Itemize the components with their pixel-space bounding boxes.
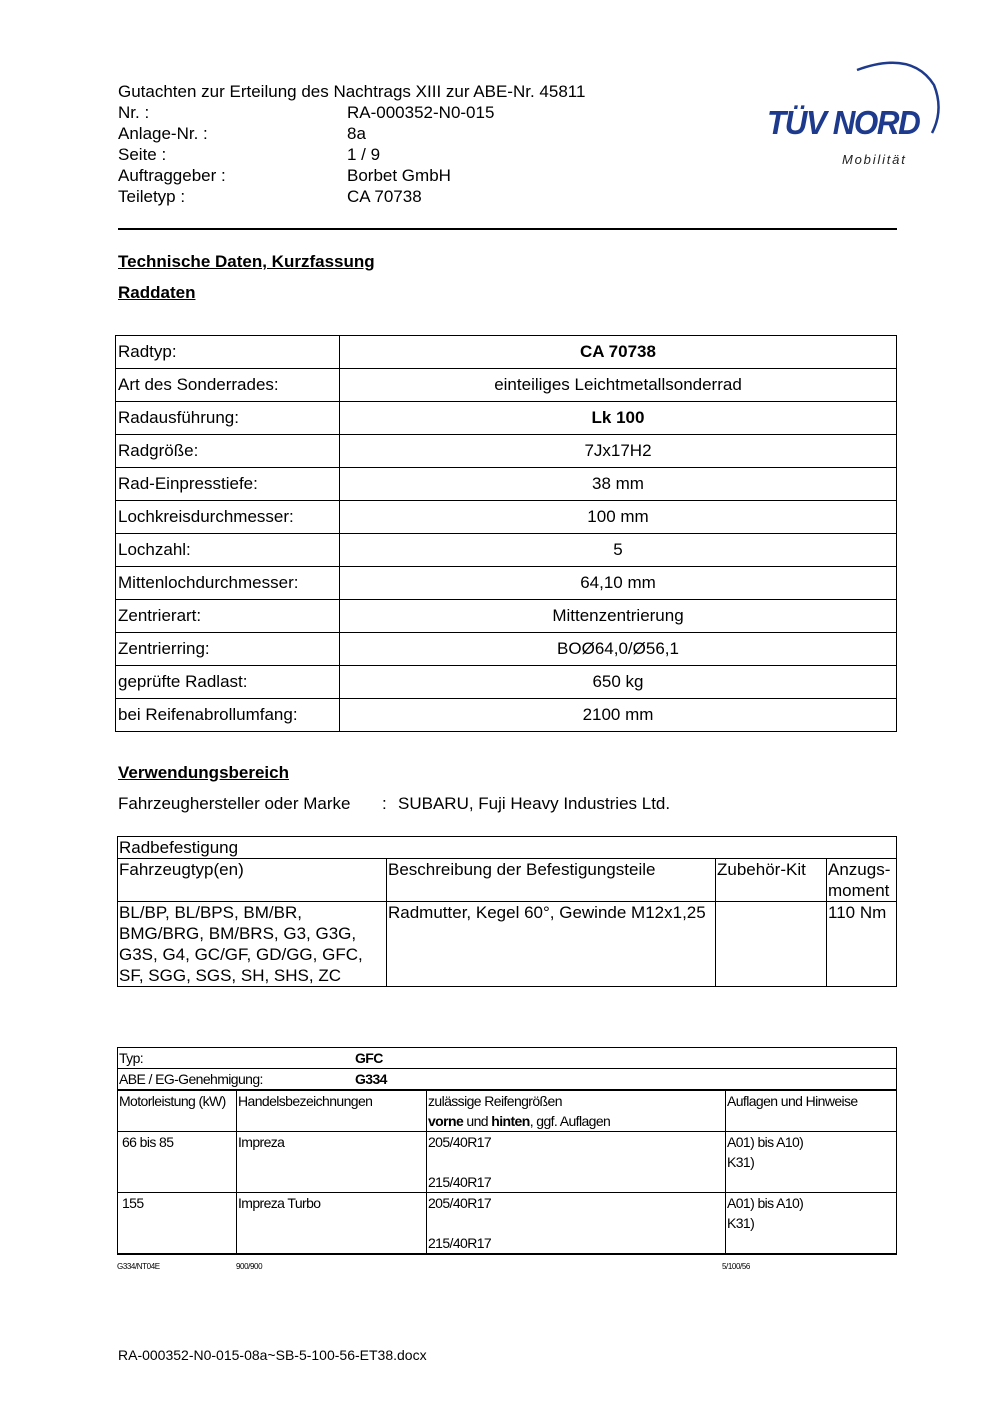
logo-brand: TÜV NORD [767, 104, 920, 141]
header-row-auftraggeber [118, 165, 451, 186]
tyres-front: vorne [428, 1113, 464, 1129]
table-row [116, 336, 897, 369]
row-value: CA 70738 [340, 336, 897, 369]
vehicle-type-table [117, 1047, 897, 1255]
table-row [116, 468, 897, 501]
col-header: Beschreibung der Befestigungsteile [387, 859, 716, 902]
footnote-mid: 900/900 [236, 1262, 263, 1271]
notes-cell [726, 1193, 897, 1255]
header-value: RA-000352-N0-015 [347, 103, 495, 122]
header-divider [118, 228, 897, 230]
row-value: BOØ64,0/Ø56,1 [340, 633, 897, 666]
tyres-rear: hinten [491, 1113, 530, 1129]
typ-row [118, 1048, 897, 1069]
note-line: A01) bis A10) [727, 1134, 804, 1150]
tyre-cell [427, 1193, 726, 1255]
header-value: 1 / 9 [347, 145, 381, 164]
heading-tech-data: Technische Daten, Kurzfassung [118, 252, 375, 271]
row-label: Mittenlochdurchmesser: [116, 567, 340, 600]
vehicle-types-cell: BL/BP, BL/BPS, BM/BR, BMG/BRG, BM/BRS, G3, G3G, G3S, G4, GC/GF, GD/GG, GFC, SF, SGG, SGS, SH, SHS, ZC [118, 902, 387, 987]
header-label: Teiletyp : [118, 187, 186, 206]
row-label: Zentrierart: [116, 600, 340, 633]
header-row-nr [118, 102, 495, 123]
row-label: Radgröße: [116, 435, 340, 468]
document-filename: RA-000352-N0-015-08a~SB-5-100-56-ET38.docx [118, 1347, 427, 1363]
row-value: 100 mm [340, 501, 897, 534]
table-row [116, 402, 897, 435]
fixing-description-cell: Radmutter, Kegel 60°, Gewinde M12x1,25 [387, 902, 716, 987]
kit-cell [716, 902, 827, 987]
table-row [118, 1132, 897, 1193]
tuev-nord-logo [762, 55, 942, 175]
col-header-power: Motorleistung (kW) [118, 1090, 237, 1132]
usage-line [118, 794, 671, 814]
header-label: Anlage-Nr. : [118, 124, 208, 143]
table-row [118, 1069, 897, 1091]
tyre-size: 205/40R17 [428, 1134, 492, 1150]
abe-value: G334 [355, 1071, 387, 1087]
usage-label: Fahrzeughersteller oder Marke [118, 794, 351, 813]
torque-cell: 110 Nm [827, 902, 897, 987]
col-header: Fahrzeugtyp(en) [118, 859, 387, 902]
typ-label: Typ: [119, 1050, 144, 1066]
row-value: 5 [340, 534, 897, 567]
row-value: 38 mm [340, 468, 897, 501]
header-value: Borbet GmbH [347, 166, 451, 185]
tyre-size: 215/40R17 [428, 1235, 492, 1251]
abe-row [118, 1069, 897, 1091]
table-row [118, 1193, 897, 1255]
table-row [116, 600, 897, 633]
wheel-data-table [115, 335, 897, 732]
header-value: CA 70738 [347, 187, 422, 206]
power-cell: 155 [118, 1193, 237, 1255]
header-label: Seite : [118, 145, 167, 164]
note-line: K31) [727, 1215, 755, 1231]
abe-label: ABE / EG-Genehmigung: [119, 1071, 263, 1087]
row-label: Rad-Einpresstiefe: [116, 468, 340, 501]
name-cell: Impreza [237, 1132, 427, 1193]
report-title: Gutachten zur Erteilung des Nachtrags XIII zur ABE-Nr. 45811 [118, 82, 586, 101]
col-header-notes: Auflagen und Hinweise [726, 1090, 897, 1132]
row-value: Lk 100 [340, 402, 897, 435]
header-row-seite [118, 144, 381, 165]
power-cell: 66 bis 85 [118, 1132, 237, 1193]
row-label: Art des Sonderrades: [116, 369, 340, 402]
footnote-left: G334/NT04E [117, 1262, 160, 1271]
row-label: Zentrierring: [116, 633, 340, 666]
tyres-rest: , ggf. Auflagen [529, 1113, 611, 1129]
vehicle-section [117, 1047, 897, 1269]
note-line: A01) bis A10) [727, 1195, 804, 1211]
table-row [116, 699, 897, 732]
table-row [118, 902, 897, 987]
header-label: Auftraggeber : [118, 166, 226, 185]
heading-wheel-data: Raddaten [118, 283, 196, 302]
table-row [116, 633, 897, 666]
typ-value: GFC [355, 1050, 383, 1066]
name-cell: Impreza Turbo [237, 1193, 427, 1255]
table-row [116, 501, 897, 534]
row-label: Radtyp: [116, 336, 340, 369]
vehicle-table-footnote [117, 1255, 897, 1269]
col-header-tyres [427, 1090, 726, 1132]
fixing-title: Radbefestigung [118, 837, 897, 859]
footnote-right: 5/100/56 [722, 1262, 750, 1271]
notes-cell [726, 1132, 897, 1193]
header-row-anlage [118, 123, 366, 144]
tyre-cell [427, 1132, 726, 1193]
tyres-and: und [466, 1113, 488, 1129]
table-header-row [118, 859, 897, 902]
col-header: Zubehör-Kit [716, 859, 827, 902]
table-row [116, 534, 897, 567]
row-label: Lochzahl: [116, 534, 340, 567]
table-row [118, 1048, 897, 1069]
usage-value: SUBARU, Fuji Heavy Industries Ltd. [398, 794, 671, 813]
tyre-size: 205/40R17 [428, 1195, 492, 1211]
table-row [116, 369, 897, 402]
row-value: 2100 mm [340, 699, 897, 732]
table-row [116, 567, 897, 600]
table-header-row [118, 1090, 897, 1132]
header-label: Nr. : [118, 103, 150, 122]
table-row [116, 435, 897, 468]
row-label: Lochkreisdurchmesser: [116, 501, 340, 534]
heading-usage: Verwendungsbereich [118, 763, 289, 782]
row-label: bei Reifenabrollumfang: [116, 699, 340, 732]
usage-separator: : [382, 794, 387, 813]
tyres-header-line1: zulässige Reifengrößen [428, 1093, 562, 1109]
note-line: K31) [727, 1154, 755, 1170]
col-header-names: Handelsbezeichnungen [237, 1090, 427, 1132]
logo-subtitle: Mobilität [842, 152, 907, 167]
row-value: 650 kg [340, 666, 897, 699]
header-row-teiletyp [118, 186, 422, 207]
col-header: Anzugs-moment [827, 859, 897, 902]
wheel-fixing-table [117, 836, 897, 987]
row-label: Radausführung: [116, 402, 340, 435]
row-value: einteiliges Leichtmetallsonderrad [340, 369, 897, 402]
row-value: Mittenzentrierung [340, 600, 897, 633]
table-row [116, 666, 897, 699]
row-value: 7Jx17H2 [340, 435, 897, 468]
header-value: 8a [347, 124, 366, 143]
row-label: geprüfte Radlast: [116, 666, 340, 699]
tyre-size: 215/40R17 [428, 1174, 492, 1190]
row-value: 64,10 mm [340, 567, 897, 600]
table-row [118, 837, 897, 859]
